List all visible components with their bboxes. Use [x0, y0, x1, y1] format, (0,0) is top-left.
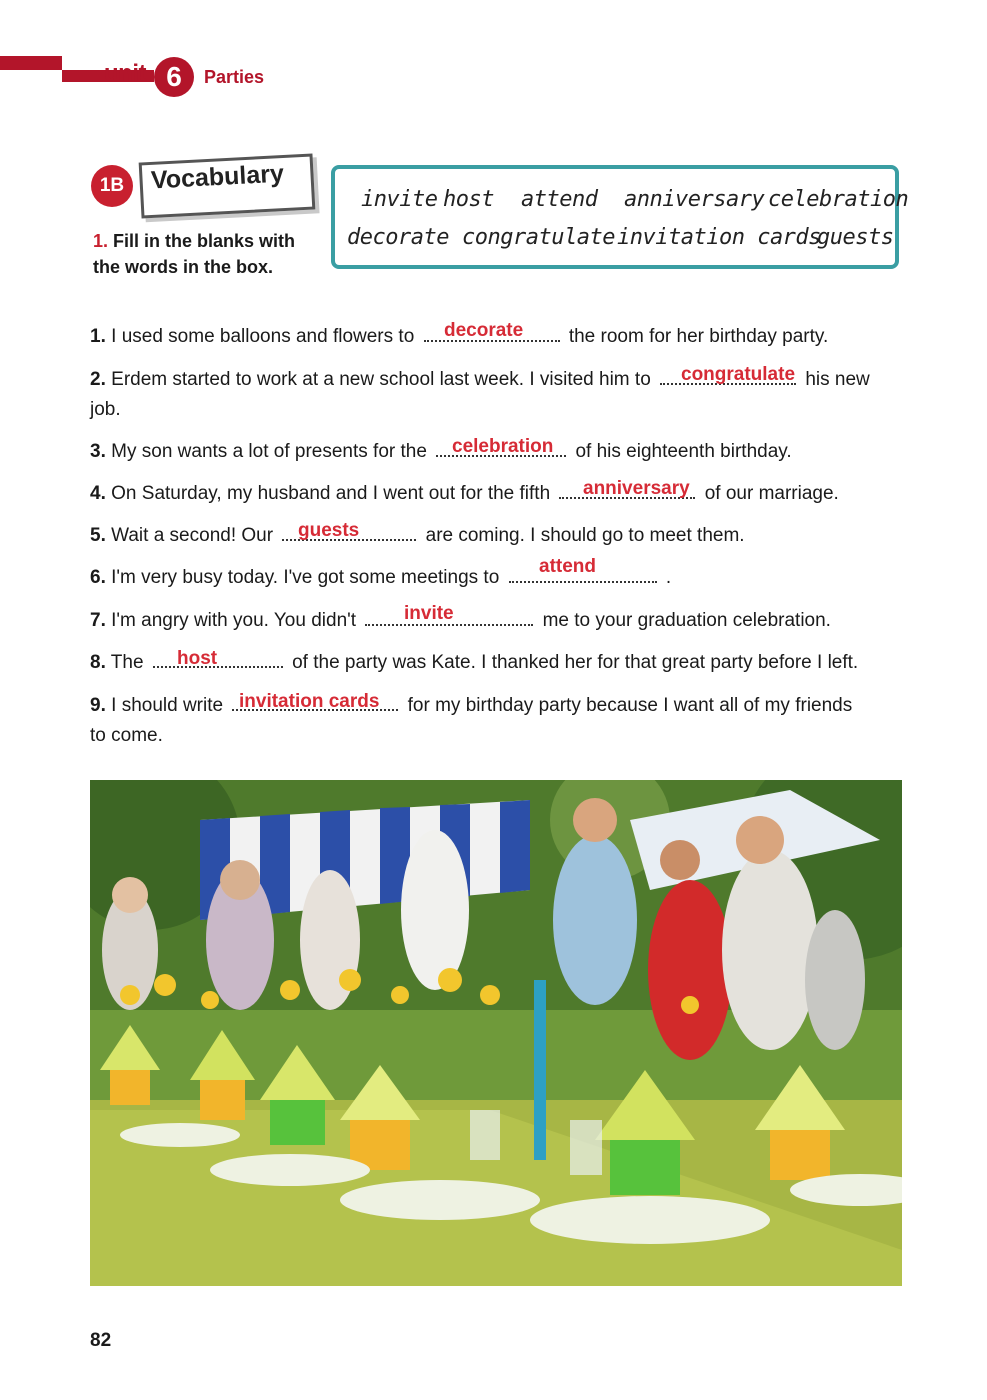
word-box-item: decorate	[347, 225, 449, 250]
sentence-number: 1.	[90, 326, 106, 347]
sentence-after: of his eighteenth birthday.	[575, 441, 792, 462]
header-bar	[0, 56, 62, 70]
instruction	[93, 228, 325, 280]
answer: attend	[539, 556, 596, 577]
sentence-continuation: to come.	[90, 725, 163, 746]
sentence-after: his new	[805, 369, 870, 390]
word-box-item: host	[443, 187, 494, 212]
sentence-before: I should write	[111, 695, 224, 716]
answer: anniversary	[583, 478, 690, 499]
garden-party-table-photo	[90, 780, 902, 1286]
section-badge: 1B	[91, 165, 133, 207]
sentence-number: 4.	[90, 483, 106, 504]
sentence-continuation: job.	[90, 399, 121, 420]
sentence-number: 2.	[90, 369, 106, 390]
sentence-number: 9.	[90, 695, 106, 716]
sentence-before: On Saturday, my husband and I went out for the fifth	[111, 483, 551, 504]
answer: invite	[404, 603, 454, 624]
sentence-after: me to your graduation celebration.	[542, 610, 831, 631]
sentence-number: 5.	[90, 525, 106, 546]
answer: celebration	[452, 436, 554, 457]
sentence-after: .	[665, 567, 672, 588]
sentence-after: for my birthday party because I want all of my friends	[407, 695, 853, 716]
sentence-before: Wait a second! Our	[111, 525, 274, 546]
sentence-number: 7.	[90, 610, 106, 631]
word-box-item: celebration	[768, 187, 909, 212]
sentence-number: 8.	[90, 652, 106, 673]
sentence-before: I'm very busy today. I've got some meetings to	[111, 567, 500, 588]
sentence-after: of our marriage.	[704, 483, 839, 504]
answer: congratulate	[681, 364, 796, 385]
sentence-9	[90, 695, 852, 717]
unit-label: unit	[104, 60, 146, 87]
unit-title: Parties	[204, 67, 265, 87]
instruction-text: Fill in the blanks with the words in the box.	[93, 231, 296, 277]
sentence-after: the room for her birthday party.	[568, 326, 829, 347]
instruction-number: 1.	[93, 231, 109, 251]
word-box-item: attend	[521, 187, 598, 212]
sentence-before: The	[110, 652, 144, 673]
sentence-before: My son wants a lot of presents for the	[111, 441, 427, 462]
word-box-item: invitation cards	[617, 225, 821, 250]
sentence-before: Erdem started to work at a new school last week. I visited him to	[111, 369, 651, 390]
word-box-item: congratulate	[462, 225, 615, 250]
sentence-3	[90, 441, 792, 463]
answer: host	[177, 648, 218, 669]
word-box-item: anniversary	[624, 187, 765, 212]
word-box-item: guests	[817, 225, 894, 250]
page-number: 82	[90, 1330, 112, 1351]
sentence-after: of the party was Kate. I thanked her for that great party before I left.	[292, 652, 859, 673]
sentence-before: I used some balloons and flowers to	[111, 326, 415, 347]
sentence-5	[90, 525, 745, 547]
answer: invitation cards	[239, 691, 380, 712]
word-box	[331, 165, 899, 269]
word-box-item: invite	[361, 187, 438, 212]
sentence-number: 6.	[90, 567, 106, 588]
sentence-after: are coming. I should go to meet them.	[425, 525, 745, 546]
answer: decorate	[444, 320, 524, 341]
sentence-7	[90, 610, 831, 632]
unit-number: 6	[154, 57, 194, 97]
answer: guests	[298, 520, 360, 541]
sentence-number: 3.	[90, 441, 106, 462]
blank[interactable]	[153, 652, 283, 668]
sentence-before: I'm angry with you. You didn't	[111, 610, 357, 631]
section-title: Vocabulary	[150, 159, 285, 195]
sentence-4	[90, 483, 839, 505]
